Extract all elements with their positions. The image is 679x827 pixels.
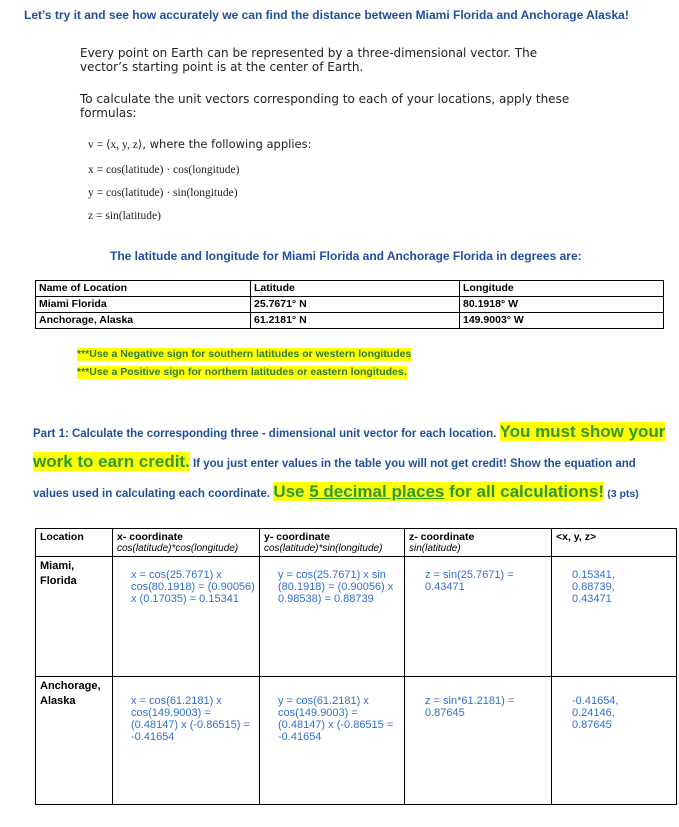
table-cell: Anchorage, Alaska	[36, 677, 113, 805]
x-formula: x = cos(latitude) · cos(longitude)	[88, 164, 240, 176]
part1-decimals	[273, 482, 604, 501]
part1-points: (3 pts)	[607, 488, 639, 500]
part1-decimals-c: for all calculations!	[449, 482, 605, 501]
part1-intro: Part 1: Calculate the corresponding three - dimensional unit vector for each location.	[33, 428, 497, 440]
part1-instructions	[33, 418, 673, 508]
table-cell: y = cos(25.7671) x sin (80.1918) = (0.90056) x 0.98538) = 0.88739	[260, 557, 405, 677]
table-header-cell: Latitude	[251, 281, 460, 297]
y-formula: y = cos(latitude) · sin(longitude)	[88, 187, 238, 199]
coordinates-subheading: The latitude and longitude for Miami Florida and Anchorage Florida in degrees are:	[110, 249, 582, 263]
note-negative: ***Use a Negative sign for southern latitudes or western longitudes	[77, 348, 412, 360]
table-header-cell: Longitude	[460, 281, 664, 297]
table-cell: Anchorage, Alaska	[36, 313, 251, 329]
page-title: Let’s try it and see how accurately we can find the distance between Miami Florida and Anchorage Alaska!	[24, 8, 629, 22]
table-cell: -0.41654, 0.24146, 0.87645	[552, 677, 677, 805]
table-cell: z = sin*61.2181) = 0.87645	[405, 677, 552, 805]
vector-formula	[88, 137, 311, 151]
table-header-cell: z- coordinate sin(latitude)	[405, 529, 552, 557]
table-header-cell: <x, y, z>	[552, 529, 677, 557]
table-row	[36, 557, 677, 677]
vector-definition-text: , where the following applies:	[142, 137, 312, 151]
table-cell: Miami Florida	[36, 297, 251, 313]
table-row	[36, 677, 677, 805]
part1-decimals-b: 5 decimal places	[309, 482, 445, 501]
table-cell: 149.9003° W	[460, 313, 664, 329]
table-row	[36, 313, 664, 329]
vector-definition: v = ⟨x, y, z⟩	[88, 139, 143, 151]
part1-show-work: You must show your work to earn credit.	[33, 422, 666, 471]
work-table	[35, 528, 677, 805]
table-cell: x = cos(61.2181) x cos(149.9003) = (0.48147) x (-0.86515) = -0.41654	[113, 677, 260, 805]
table-cell: Miami, Florida	[36, 557, 113, 677]
table-header-cell: x- coordinate cos(latitude)*cos(longitude)	[113, 529, 260, 557]
table-row	[36, 297, 664, 313]
table-cell: x = cos(25.7671) x cos(80.1918) = (0.90056) x (0.17035) = 0.15341	[113, 557, 260, 677]
table-row	[36, 529, 677, 557]
table-cell: 0.15341, 0.88739, 0.43471	[552, 557, 677, 677]
z-formula: z = sin(latitude)	[88, 210, 161, 222]
table-row	[36, 281, 664, 297]
part1-warning: If you just enter values in the table you will not get credit! Show the equation and values used in calculating each coordinate.	[33, 458, 636, 500]
note-positive: ***Use a Positive sign for northern latitudes or eastern longitudes.	[77, 366, 407, 378]
part1-decimals-a: Use	[273, 482, 305, 501]
table-cell: z = sin(25.7671) = 0.43471	[405, 557, 552, 677]
table-header-cell: y- coordinate cos(latitude)*sin(longitude)	[260, 529, 405, 557]
table-cell: y = cos(61.2181) x cos(149.9003) = (0.48147) x (-0.86515 = -0.41654	[260, 677, 405, 805]
intro-paragraph-1: Every point on Earth can be represented by a three-dimensional vector. The vector’s starting point is at the center of Earth.	[80, 46, 538, 74]
table-cell: 80.1918° W	[460, 297, 664, 313]
table-cell: 61.2181° N	[251, 313, 460, 329]
table-cell: 25.7671° N	[251, 297, 460, 313]
table-header-cell: Location	[36, 529, 113, 557]
location-table	[35, 280, 664, 329]
intro-paragraph-2: To calculate the unit vectors corresponding to each of your locations, apply these formulas:	[80, 92, 570, 120]
table-header-cell: Name of Location	[36, 281, 251, 297]
